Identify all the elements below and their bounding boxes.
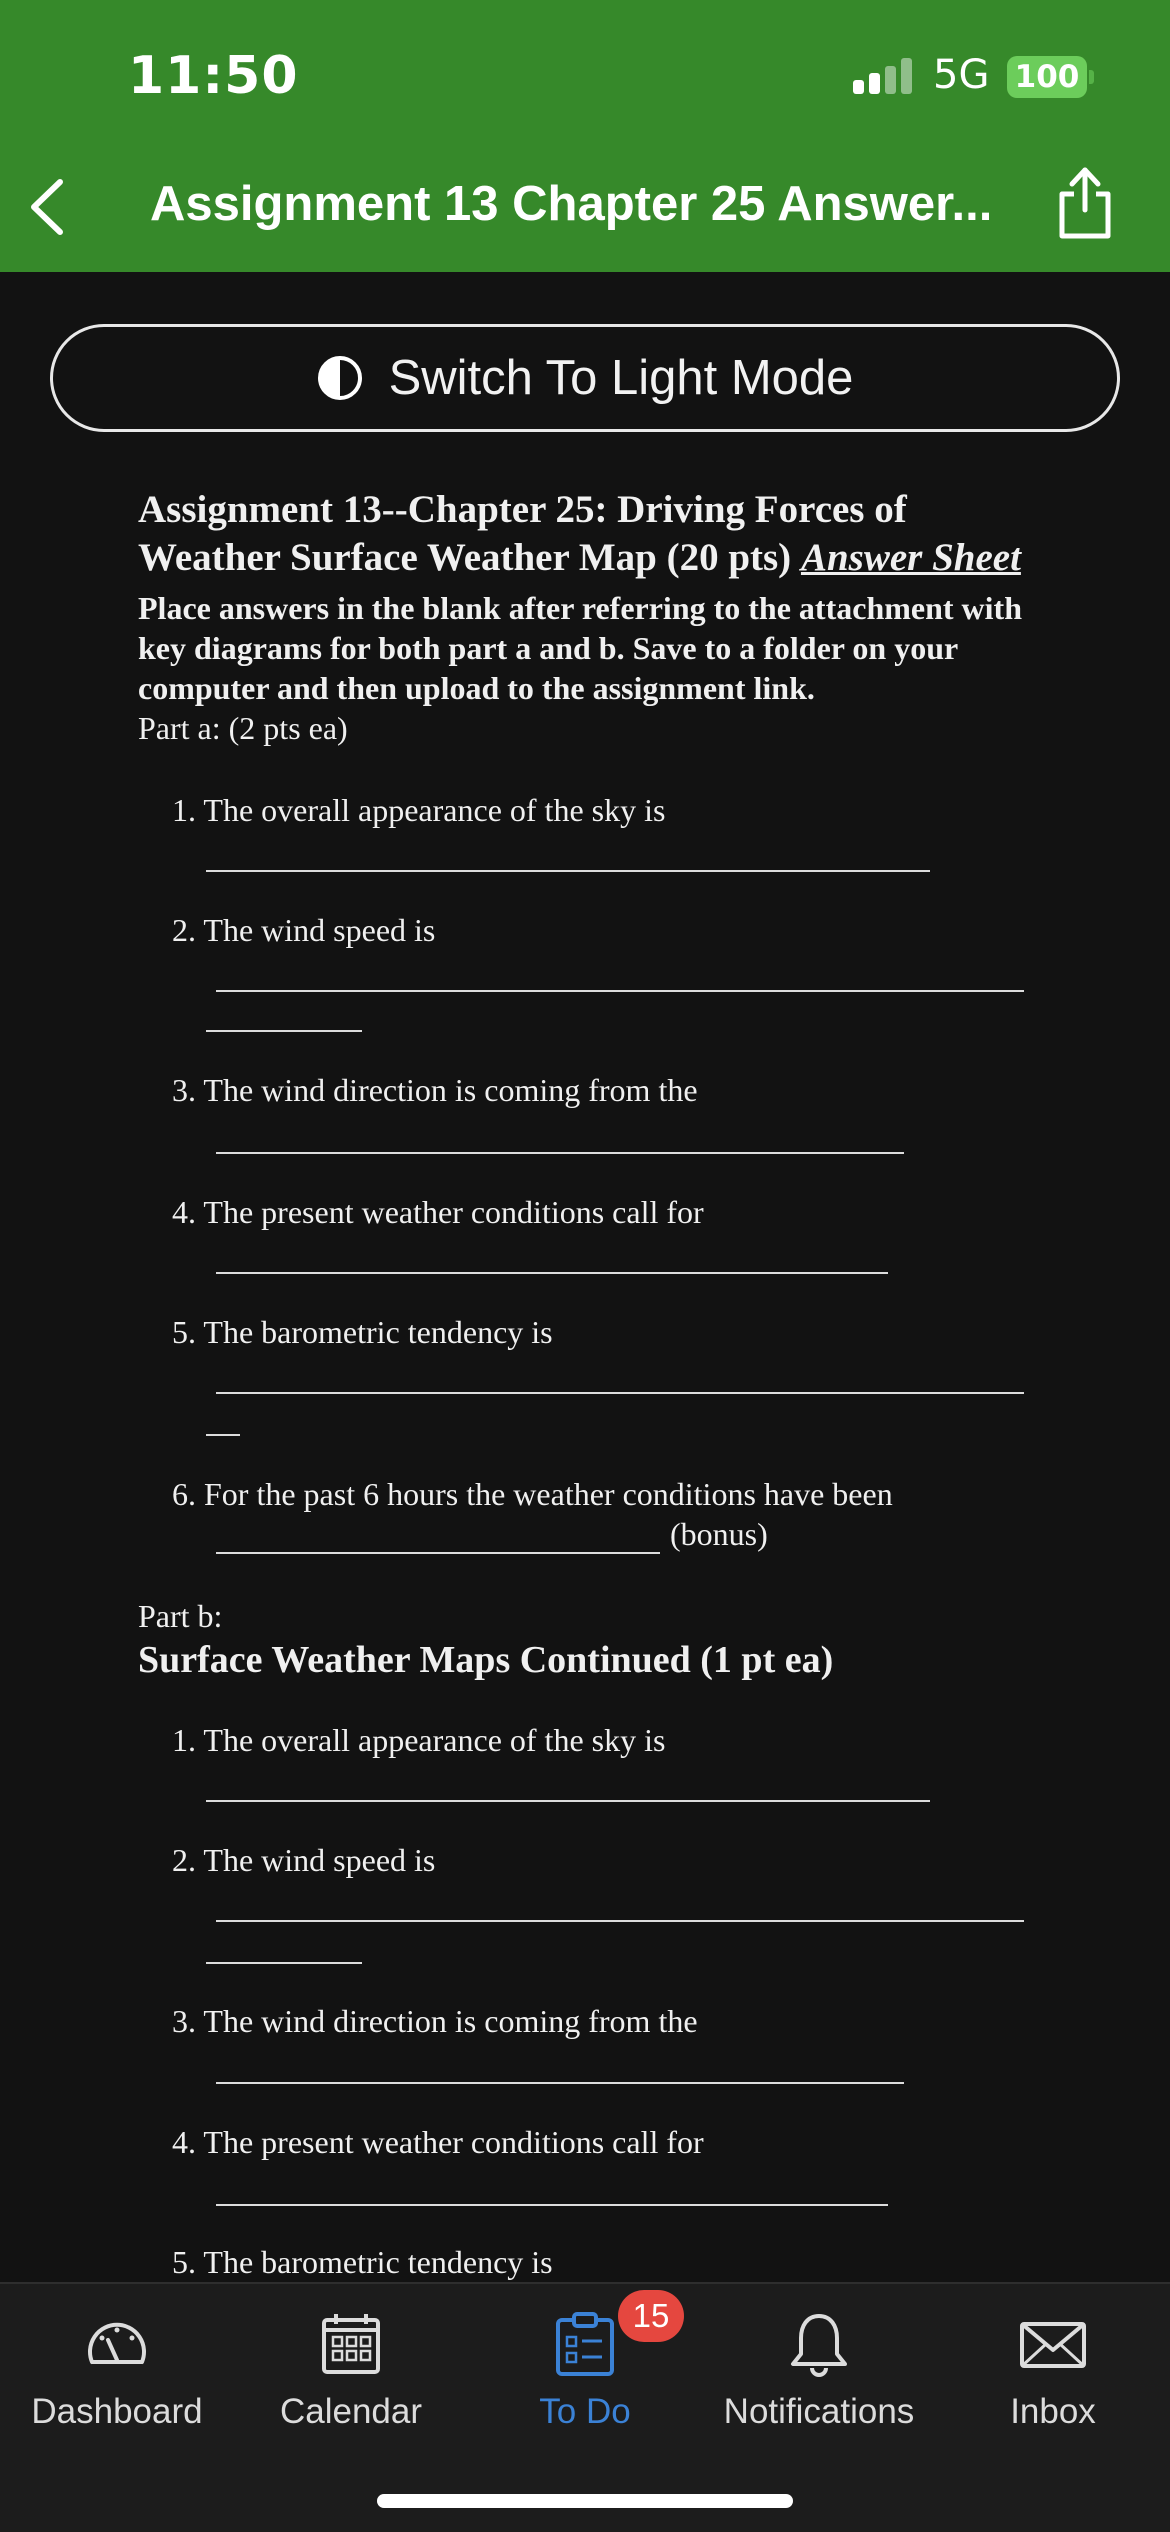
question-a3: 3. The wind direction is coming from the (172, 1072, 698, 1108)
back-button[interactable] (18, 172, 78, 242)
bell-icon (784, 2310, 854, 2380)
part-b-label: Part b: (138, 1598, 223, 1634)
switch-light-mode-button[interactable] (50, 324, 1120, 432)
nav-inbox[interactable] (936, 2284, 1170, 2464)
question-a2: 2. The wind speed is (172, 912, 436, 948)
answer-blank-a5[interactable] (216, 1392, 1024, 1394)
part-b-heading: Surface Weather Maps Continued (1 pt ea) (138, 1639, 834, 1681)
dashboard-gauge-icon (82, 2310, 152, 2380)
document-body (138, 486, 1038, 748)
nav-notifications[interactable] (702, 2284, 936, 2464)
question-a1: 1. The overall appearance of the sky is (172, 792, 666, 828)
question-b5: 5. The barometric tendency is (172, 2244, 553, 2280)
nav-notifications-label: Notifications (723, 2392, 915, 2431)
nav-dashboard-label: Dashboard (31, 2392, 203, 2431)
question-b4: 4. The present weather conditions call for (172, 2124, 704, 2160)
page-title: Assignment 13 Chapter 25 Answer... (150, 177, 993, 231)
battery-icon: 100 (1007, 56, 1087, 98)
answer-blank-a6[interactable] (216, 1552, 660, 1554)
status-time: 11:50 (128, 46, 299, 106)
switch-light-mode-label: Switch To Light Mode (388, 351, 854, 405)
todo-clipboard-icon (550, 2310, 620, 2380)
document-title-underlined: Answer Sheet (800, 536, 1021, 579)
answer-blank-b2[interactable] (216, 1920, 1024, 1922)
question-b3: 3. The wind direction is coming from the (172, 2003, 698, 2039)
answer-blank-a2-cont[interactable] (206, 1030, 362, 1032)
answer-blank-a1[interactable] (206, 870, 930, 872)
answer-blank-a5-cont[interactable] (206, 1434, 240, 1436)
share-icon (1050, 162, 1120, 242)
home-indicator[interactable] (377, 2494, 793, 2508)
calendar-icon (316, 2310, 386, 2380)
share-button[interactable] (1050, 162, 1120, 242)
instructions: Place answers in the blank after referring to the attachment with key diagrams for both part a and b. Save to a folder on your computer and then upload to the assignment link. (138, 590, 1022, 706)
answer-blank-a2[interactable] (216, 990, 1024, 992)
question-b1: 1. The overall appearance of the sky is (172, 1722, 666, 1758)
nav-dashboard[interactable] (0, 2284, 234, 2464)
envelope-icon (1018, 2310, 1088, 2380)
chevron-left-icon (18, 172, 78, 242)
part-b-header (138, 1596, 1038, 1684)
answer-blank-b1[interactable] (206, 1800, 930, 1802)
part-a-label: Part a: (2 pts ea) (138, 710, 348, 746)
half-circle-contrast-icon (317, 355, 363, 401)
top-bar (0, 0, 1170, 272)
document-title (138, 486, 1038, 582)
answer-blank-a4[interactable] (216, 1272, 888, 1274)
question-a6: 6. For the past 6 hours the weather conditions have been (172, 1476, 893, 1512)
nav-inbox-label: Inbox (1010, 2392, 1096, 2431)
question-a4: 4. The present weather conditions call for (172, 1194, 704, 1230)
answer-blank-b4[interactable] (216, 2204, 888, 2206)
answer-blank-b2-cont[interactable] (206, 1962, 362, 1964)
question-a5: 5. The barometric tendency is (172, 1314, 553, 1350)
nav-calendar-label: Calendar (279, 2392, 423, 2431)
answer-blank-b3[interactable] (216, 2082, 904, 2084)
answer-blank-a3[interactable] (216, 1152, 904, 1154)
document-title-main: Assignment 13--Chapter 25: Driving Forces of Weather Surface Weather Map (20 pts) (138, 488, 907, 579)
network-type: 5G (933, 52, 990, 98)
question-b2: 2. The wind speed is (172, 1842, 436, 1878)
nav-calendar[interactable] (234, 2284, 468, 2464)
todo-count-badge: 15 (618, 2290, 684, 2342)
battery-tip (1089, 70, 1094, 84)
signal-strength-icon (853, 58, 915, 94)
bonus-label: (bonus) (670, 1516, 768, 1552)
nav-todo-label: To Do (539, 2392, 631, 2431)
